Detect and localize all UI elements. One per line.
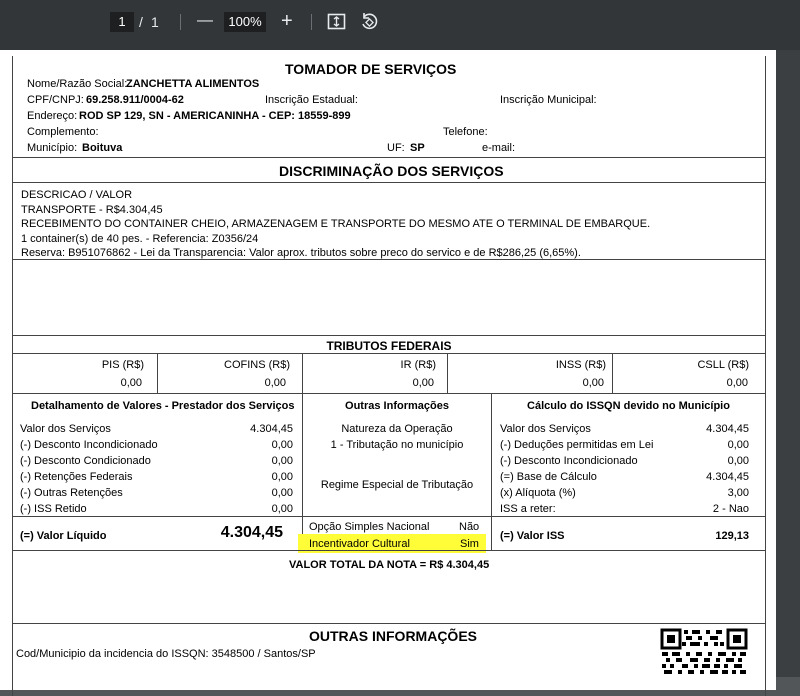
rodape-title: OUTRAS INFORMAÇÕES [309,628,477,644]
zoom-out-button[interactable]: — [197,12,213,29]
csll-value: 0,00 [726,377,748,389]
iss-row-value: 3,00 [727,487,749,499]
divider [302,516,492,517]
complemento-label: Complemento: [27,126,99,138]
ie-label: Inscrição Estadual: [265,94,358,106]
inss-header: INSS (R$) [555,359,606,371]
zoom-level-input[interactable]: 100% [224,12,266,32]
discriminacao-title: DISCRIMINAÇÃO DOS SERVIÇOS [279,163,504,179]
cofins-value: 0,00 [264,377,286,389]
disc-line: Reserva: B951076862 - Lei da Transparencia: Valor aprox. tributos sobre preco do servico e de R$286,25 (6,65%). [21,247,581,259]
det-row-label: (-) ISS Retido [20,503,87,515]
divider [12,393,766,394]
valor-iss-value: 129,13 [715,530,749,542]
det-row-value: 0,00 [271,455,293,467]
simples-label: Opção Simples Nacional [309,521,430,533]
detalhamento-title: Detalhamento de Valores - Prestador dos Serviços [31,400,295,412]
fit-page-icon[interactable] [327,12,346,31]
divider [12,259,766,260]
uf-value: SP [410,142,425,154]
cpf-value: 69.258.911/0004-62 [86,94,184,106]
simples-value: Não [459,521,480,533]
iss-row-label: (x) Alíquota (%) [500,487,576,499]
det-row-label: (-) Outras Retenções [20,487,123,499]
divider [12,335,766,336]
inss-value: 0,00 [582,377,604,389]
det-row-label: (-) Desconto Condicionado [20,455,151,467]
col-divider [447,353,448,393]
endereco-value: ROD SP 129, SN - AMERICANINHA - CEP: 18559-899 [79,110,351,122]
valor-liquido-label: (=) Valor Líquido [20,530,107,542]
valor-liquido-value: 4.304,45 [220,524,283,541]
nome-value: ZANCHETTA ALIMENTOS [126,78,260,90]
regime-label: Regime Especial de Tributação [320,479,474,491]
det-row-value: 0,00 [271,503,293,515]
divider [491,516,766,517]
page-border-left [12,56,13,696]
page-separator: / [139,14,143,30]
email-label: e-mail: [482,142,516,154]
rotate-icon[interactable] [359,11,379,31]
det-row-value: 0,00 [271,487,293,499]
iss-row-value: 2 - Nao [712,503,749,515]
disc-line: TRANSPORTE - R$4.304,45 [21,204,163,216]
iss-row-label: (-) Deduções permitidas em Lei [500,439,654,451]
ir-value: 0,00 [412,377,434,389]
ir-header: IR (R$) [400,359,436,371]
divider [12,516,303,517]
endereco-label: Endereço: [27,110,78,122]
disc-line: RECEBIMENTO DO CONTAINER CHEIO, ARMAZENAGEM E TRANSPORTE DO MESMO ATE O TERMINAL DE EMBARQUE. [21,218,651,230]
col-divider [302,393,303,550]
iss-row-value: 0,00 [727,439,749,451]
disc-line: 1 container(s) de 40 pes. - Referencia: Z0356/24 [21,233,259,245]
natureza-value: 1 - Tributação no município [330,439,464,451]
pdf-toolbar [0,0,800,50]
tomador-title: TOMADOR DE SERVIÇOS [285,61,457,77]
im-label: Inscrição Municipal: [500,94,597,106]
col-divider [491,393,492,550]
det-row-label: (-) Desconto Incondicionado [20,439,158,451]
cpf-label: CPF/CNPJ: [27,94,84,106]
qr-code [660,628,748,677]
page-border-right [765,56,766,696]
iss-row-value: 4.304,45 [706,471,749,483]
det-row-label: (-) Retenções Federais [20,471,133,483]
divider [12,157,766,158]
disc-line: DESCRICAO / VALOR [21,189,133,201]
pis-value: 0,00 [120,377,142,389]
iss-row-label: ISS a reter: [500,503,556,515]
toolbar-divider [311,14,312,30]
iss-row-label: (-) Desconto Incondicionado [500,455,638,467]
col-divider [157,353,158,393]
municipio-value: Boituva [82,142,123,154]
det-row-value: 4.304,45 [250,423,293,435]
col-divider [302,353,303,393]
pdf-page [0,50,776,690]
divider [12,182,766,183]
iss-row-label: (=) Base de Cálculo [500,471,597,483]
pis-header: PIS (R$) [101,359,144,371]
page-number-input[interactable]: 1 [110,12,134,32]
uf-label: UF: [387,142,405,154]
det-row-label: Valor dos Serviços [20,423,111,435]
iss-row-value: 0,00 [727,455,749,467]
valor-iss-label: (=) Valor ISS [500,530,565,542]
page-total: 1 [151,14,159,30]
det-row-value: 0,00 [271,471,293,483]
zoom-in-button[interactable]: + [281,10,293,32]
divider [12,353,766,354]
divider [12,550,766,551]
valor-total: VALOR TOTAL DA NOTA = R$ 4.304,45 [289,559,490,571]
divider [12,623,766,624]
incentivador-label: Incentivador Cultural [309,538,410,550]
col-divider [612,353,613,393]
tributos-title: TRIBUTOS FEDERAIS [326,339,452,353]
natureza-label: Natureza da Operação [341,423,453,435]
iss-row-value: 4.304,45 [706,423,749,435]
iss-row-label: Valor dos Serviços [500,423,591,435]
scrollbar[interactable] [776,50,800,677]
outras-title: Outras Informações [345,400,449,412]
cofins-header: COFINS (R$) [224,359,290,371]
incentivador-value: Sim [460,538,479,550]
issqn-title: Cálculo do ISSQN devido no Município [527,400,730,412]
municipio-label: Município: [27,142,78,154]
nome-label: Nome/Razão Social: [27,78,128,90]
cod-municipio: Cod/Municipio da incidencia do ISSQN: 3548500 / Santos/SP [16,648,316,660]
det-row-value: 0,00 [271,439,293,451]
csll-header: CSLL (R$) [697,359,749,371]
toolbar-divider [180,14,181,30]
telefone-label: Telefone: [443,126,488,138]
